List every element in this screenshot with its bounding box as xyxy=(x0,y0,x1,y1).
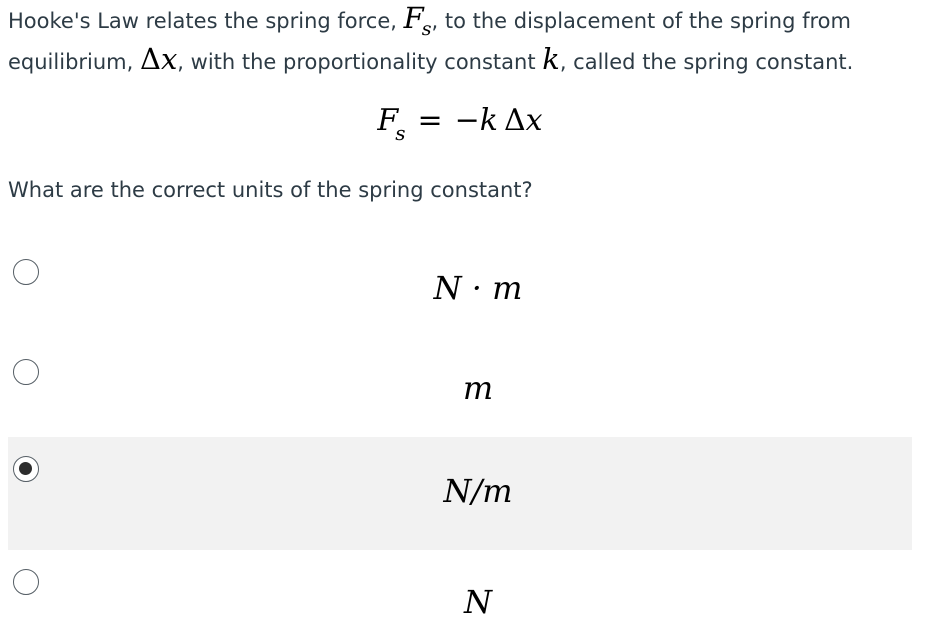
answer-option-n[interactable] xyxy=(8,550,912,642)
answer-option-m[interactable] xyxy=(8,340,912,450)
spring-constant-symbol: k xyxy=(542,42,560,76)
answer-option-n-m[interactable] xyxy=(8,240,912,350)
question-text: What are the correct units of the spring constant? xyxy=(8,178,533,202)
spring-force-subscript: s xyxy=(421,18,432,40)
intro-text-1: Hooke's Law relates the spring force, xyxy=(8,9,404,33)
equation-x: x xyxy=(525,103,543,138)
displacement-symbol: Δx xyxy=(139,42,178,76)
answer-label: N xyxy=(464,583,492,621)
intro-text-2: , to the displacement of the spring from equilibrium, xyxy=(8,9,851,74)
hookes-law-equation xyxy=(0,96,920,148)
question-intro xyxy=(8,0,928,81)
equation-lhs-subscript: s xyxy=(395,121,406,145)
equation-k: k xyxy=(479,103,498,138)
equation-equals: = xyxy=(417,103,443,138)
answer-label: N/m xyxy=(443,472,513,510)
equation-lhs: F xyxy=(377,103,399,138)
intro-text-3: , with the proportionality constant xyxy=(177,50,543,74)
equation-delta: Δ xyxy=(503,103,526,138)
answer-label: N · m xyxy=(433,269,523,307)
spring-force-symbol: $F_s$ xyxy=(403,1,432,40)
equation-minus: − xyxy=(454,103,480,138)
intro-text-4: , called the spring constant. xyxy=(559,50,854,74)
answer-option-n-per-m[interactable] xyxy=(8,437,912,550)
answer-label: m xyxy=(462,369,494,407)
